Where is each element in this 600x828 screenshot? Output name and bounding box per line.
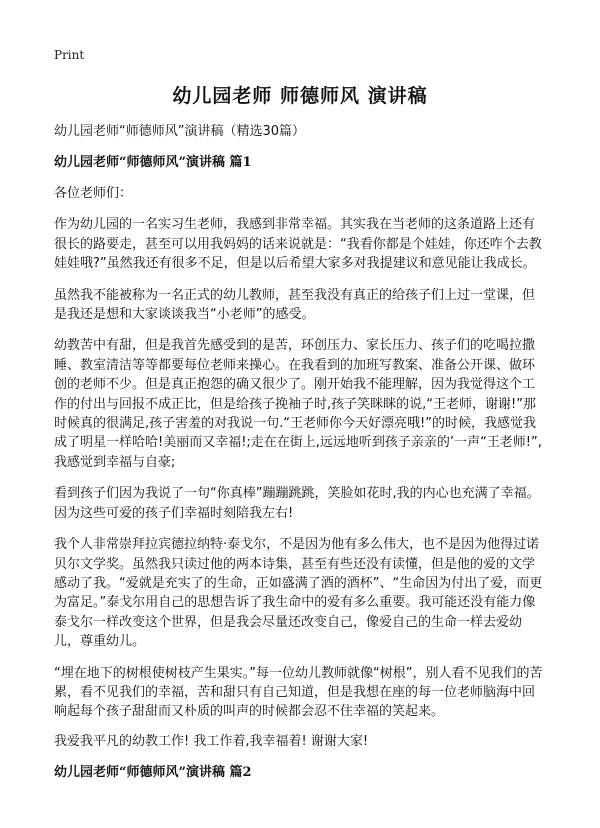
- paragraph: 幼教苦中有甜，但是我首先感受到的是苦，环创压力、家长压力、孩子们的吃喝拉撒睡、教室清洁等等都要每位老师来操心。在我看到的加班写教案、准备公开课、做环创的老师不少。但是真正抱怨的确又很少了。刚开始我不能理解，因为我觉得这个工作的付出与回报不成正比，但是给孩子挽袖子时,孩子笑眯眯的说,“王老师，谢谢!”那时候真的很满足,孩子害羞的对我说一句.“王老师你今天好漂亮哦!”的时候，我感觉我成了明星一样哈哈!美丽而又幸福!;走在在街上,远远地听到孩子亲亲的’一声“王老师!”,我感觉到幸福与自豪;: [54, 338, 542, 470]
- section-heading-2: 幼儿园老师“师德师风”演讲稿 篇2: [54, 765, 252, 781]
- paragraph: 看到孩子们因为我说了一句“你真棒”蹦蹦跳跳，笑脸如花时,我的内心也充满了幸福。因为这些可爱的孩子们幸福时刻陪我左右!: [54, 486, 540, 521]
- paragraph: “埋在地下的树根使树枝产生果实。”每一位幼儿教师就像“树根”，别人看不见我们的苦累，看不见我们的幸福，苦和甜只有自己知道，但是我想在座的每一位老师脑海中回响起每个孩子甜甜而又朴质的叫声的时候都会忍不住幸福的笑起来。: [54, 665, 543, 720]
- page-subtitle: 幼儿园老师“师德师风”演讲稿（精选30篇）: [54, 124, 306, 139]
- page-title: 幼儿园老师 师德师风 演讲稿: [172, 85, 428, 107]
- print-link[interactable]: Print: [54, 48, 85, 62]
- paragraph: 作为幼儿园的一名实习生老师，我感到非常幸福。其实我在当老师的这条道路上还有很长的路要走，甚至可以用我妈妈的话来说就是：“我看你都是个娃娃，你还咋个去教娃娃哦?”虽然我还有很多不足，但是以后希望大家多对我提建议和意见能让我成长。: [54, 217, 542, 272]
- paragraph-closing: 我爱我平凡的幼教工作! 我工作着,我幸福着! 谢谢大家!: [54, 733, 369, 749]
- paragraph-greeting: 各位老师们：: [54, 186, 133, 201]
- paragraph: 我个人非常崇拜拉宾德拉纳特·泰戈尔，不是因为他有多么伟大，也不是因为他得过诺贝尔文学奖。虽然我只读过他的两本诗集，甚至有些还没有读懂，但是他的爱的文学感动了我。“爱就是充实了的生命，正如盛满了酒的酒杯”、“生命因为付出了爱，而更为富足。”泰戈尔用自己的思想告诉了我生命中的爱有多么重要。我可能还没有能力像泰戈尔一样改变这个世界，但是我会尽量还改变自己，像爱自己的生命一样去爱幼儿，尊重幼儿。: [54, 537, 543, 650]
- section-heading-1: 幼儿园老师“师德师风”演讲稿 篇1: [54, 155, 252, 170]
- paragraph: 虽然我不能被称为一名正式的幼儿教师，甚至我没有真正的给孩子们上过一堂课，但是我还是想和大家谈谈我当“小老师”的感受。: [54, 287, 536, 323]
